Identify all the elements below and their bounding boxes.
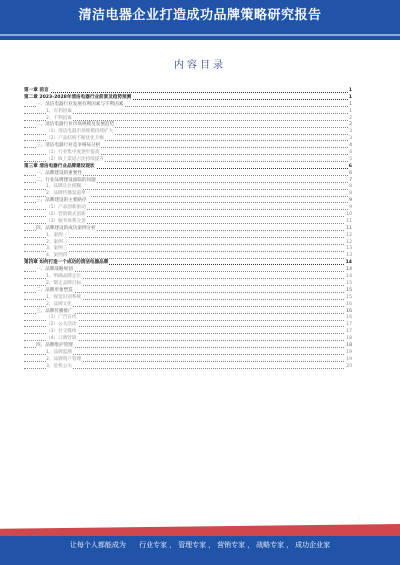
toc-entry-title: 三、品牌建设的主要路径	[36, 198, 87, 204]
table-of-contents	[24, 88, 352, 371]
toc-leader-dots	[24, 368, 352, 369]
toc-entry-page: 5	[349, 156, 352, 162]
footer-separator: ，	[169, 541, 177, 549]
toc-entry-page: 12	[346, 232, 352, 238]
toc-entry-page: 17	[346, 329, 352, 335]
toc-leader-dots	[24, 244, 352, 245]
footer-separator: ，	[208, 541, 216, 549]
footer-lead: 让每个人都能成为	[69, 541, 126, 549]
toc-entry[interactable]	[24, 164, 352, 171]
toc-entry-page: 2	[349, 115, 352, 121]
toc-entry-title: 1、品牌监测	[46, 349, 72, 355]
toc-entry-title: 2、品牌传播渠道单一	[46, 191, 91, 197]
toc-entry-title: （1）清洁电器市场规模持续扩大	[46, 129, 114, 135]
toc-entry-page: 3	[349, 136, 352, 142]
toc-entry-page: 4	[349, 143, 352, 149]
toc-entry[interactable]	[24, 364, 352, 371]
toc-entry-title: （4）口碑营销	[46, 336, 77, 342]
toc-leader-dots	[24, 113, 352, 114]
toc-entry-title: 第一章 前言	[24, 88, 49, 93]
toc-entry[interactable]	[24, 246, 352, 253]
toc-entry-page: 9	[349, 198, 352, 204]
toc-entry-title: 第四章 如何打造一个成功的清洁电器品牌	[24, 260, 109, 266]
toc-entry-title: （2）线上渠道占比持续提升	[46, 156, 105, 162]
toc-entry[interactable]	[24, 350, 352, 357]
toc-entry-title: 2、制定品牌目标	[46, 280, 82, 286]
toc-entry-title: 1、视觉识别系统	[46, 294, 82, 300]
toc-entry[interactable]	[24, 336, 352, 343]
toc-entry-title: 四、品牌维护管理	[36, 342, 73, 348]
footer-role: 成功企业家	[295, 541, 331, 549]
footer-role: 营销专家	[217, 541, 246, 549]
toc-entry-title: 2、案例二	[46, 239, 68, 245]
toc-entry-page: 6	[349, 170, 352, 176]
toc-entry[interactable]	[24, 171, 352, 178]
toc-entry-title: 1、案例一	[46, 232, 68, 238]
toc-entry-page: 9	[349, 205, 352, 211]
toc-entry-title: 三、清洁电器行业竞争格局分析	[36, 143, 101, 149]
toc-entry-title: 3、案例三	[46, 246, 68, 252]
toc-entry-title: 二、行业品牌建设面临的问题	[36, 177, 96, 183]
footer-separator: ，	[286, 541, 294, 549]
toc-entry[interactable]	[24, 95, 352, 102]
page-marker: ·	[358, 516, 360, 521]
toc-entry[interactable]	[24, 233, 352, 240]
toc-entry-title: （2）营销模式创新	[46, 212, 86, 218]
toc-entry-title: 2、品牌资产管理	[46, 356, 82, 362]
toc-entry[interactable]	[24, 212, 352, 219]
toc-entry-page: 2	[349, 122, 352, 128]
toc-entry-page: 18	[346, 336, 352, 342]
toc-entry-page: 15	[346, 287, 352, 293]
toc-entry[interactable]	[24, 288, 352, 295]
toc-entry-page: 14	[346, 267, 352, 273]
footer-accent-stripe	[0, 524, 400, 536]
toc-leader-dots	[24, 258, 352, 259]
toc-entry-page: 3	[349, 129, 352, 135]
toc-leader-dots	[24, 120, 352, 121]
toc-entry-page: 15	[346, 280, 352, 286]
toc-entry-page: 15	[346, 294, 352, 300]
toc-entry-title: 1、明确品牌定位	[46, 274, 82, 280]
toc-entry-title: 二、清洁电器行业市场规模及发展趋势	[36, 122, 115, 128]
toc-entry-page: 11	[346, 218, 352, 224]
toc-entry-title: （2）产品结构不断优化升级	[46, 136, 105, 142]
footer-role: 管理专家	[178, 541, 207, 549]
toc-entry[interactable]	[24, 143, 352, 150]
toc-entry-page: 19	[346, 349, 352, 355]
toc-leader-dots	[24, 354, 352, 355]
toc-entry-title: 第三章 清洁电器行业品牌建设现状	[24, 163, 95, 169]
toc-entry-page: 10	[346, 212, 352, 218]
toc-entry-page: 17	[346, 322, 352, 328]
toc-entry-title: （3）社交媒体	[46, 329, 77, 335]
toc-entry-title: 四、品牌建设的成功案例分析	[36, 225, 96, 231]
toc-entry[interactable]	[24, 219, 352, 226]
toc-leader-dots	[24, 251, 352, 252]
toc-entry-title: 一、清洁电器行业发展有利因素与不利因素	[36, 101, 124, 107]
toc-entry-title: 三、品牌传播推广	[36, 308, 73, 314]
toc-entry-title: （1）行业集中度逐步提高	[46, 150, 100, 156]
toc-entry-page: 16	[346, 301, 352, 307]
report-title: 清洁电器企业打造成功品牌策略研究报告	[78, 8, 322, 23]
toc-entry-title: 2、不利因素	[46, 115, 72, 121]
toc-leader-dots	[24, 92, 352, 93]
toc-entry[interactable]	[24, 357, 352, 364]
toc-entry[interactable]	[24, 205, 352, 212]
toc-entry-page: 4	[349, 150, 352, 156]
toc-entry[interactable]	[24, 157, 352, 164]
toc-entry[interactable]	[24, 267, 352, 274]
toc-entry-title: （3）服务体系完善	[46, 218, 86, 224]
toc-entry-title: 一、品牌战略规划	[36, 267, 73, 273]
toc-entry-title: 3、危机公关	[46, 363, 72, 369]
toc-entry-title: 1、品牌定位模糊	[46, 184, 82, 190]
toc-entry-title: 4、案例四	[46, 253, 68, 259]
toc-entry-title: 第二章 2023-2028年清洁电器行业前景及趋势预测	[24, 94, 132, 100]
toc-entry-page: 13	[346, 246, 352, 252]
toc-entry[interactable]	[24, 226, 352, 233]
toc-entry[interactable]	[24, 274, 352, 281]
toc-leader-dots	[24, 306, 352, 307]
toc-entry-page: 16	[346, 315, 352, 321]
toc-entry-page: 16	[346, 308, 352, 314]
toc-entry-page: 8	[349, 191, 352, 197]
toc-entry-page: 1	[348, 88, 352, 93]
header-divider	[0, 34, 400, 36]
toc-entry-page: 1	[349, 101, 352, 107]
toc-entry[interactable]	[24, 260, 352, 267]
toc-entry[interactable]	[24, 240, 352, 247]
toc-entry[interactable]	[24, 343, 352, 350]
toc-entry-page: 8	[349, 184, 352, 190]
toc-entry-page: 1	[349, 108, 352, 114]
toc-entry-title: 二、品牌形象塑造	[36, 287, 73, 293]
toc-entry[interactable]	[24, 109, 352, 116]
toc-entry-page: 1	[348, 94, 352, 100]
toc-entry[interactable]	[24, 150, 352, 157]
toc-entry-title: （1）广告宣传	[46, 315, 77, 321]
toc-leader-dots	[24, 237, 352, 238]
toc-entry-title: （2）公关活动	[46, 322, 77, 328]
toc-title: 内容目录	[174, 60, 226, 71]
footer-slogan	[0, 540, 400, 550]
toc-entry-page: 12	[346, 239, 352, 245]
header-bar	[0, 0, 400, 40]
toc-entry-title: 一、品牌建设的重要性	[36, 170, 82, 176]
toc-entry-title: （1）产品创新驱动	[46, 205, 86, 211]
toc-entry[interactable]	[24, 295, 352, 302]
toc-entry-page: 6	[348, 163, 352, 169]
toc-entry-page: 14	[345, 260, 352, 266]
footer-separator: ，	[247, 541, 255, 549]
footer-role: 行业专家	[139, 541, 168, 549]
toc-entry[interactable]	[24, 281, 352, 288]
toc-entry-page: 20	[346, 363, 352, 369]
toc-entry-title: 1、有利因素	[46, 108, 72, 114]
toc-entry-page: 7	[349, 177, 352, 183]
toc-entry-page: 13	[346, 253, 352, 259]
toc-entry[interactable]	[24, 88, 352, 95]
toc-entry-page: 14	[346, 274, 352, 280]
toc-entry-title: 2、品牌文化	[46, 301, 72, 307]
toc-entry[interactable]	[24, 302, 352, 309]
toc-entry-page: 18	[346, 342, 352, 348]
toc-entry-page: 11	[346, 225, 352, 231]
toc-entry-page: 19	[346, 356, 352, 362]
footer-role: 战略专家	[256, 541, 285, 549]
toc-entry[interactable]	[24, 102, 352, 109]
